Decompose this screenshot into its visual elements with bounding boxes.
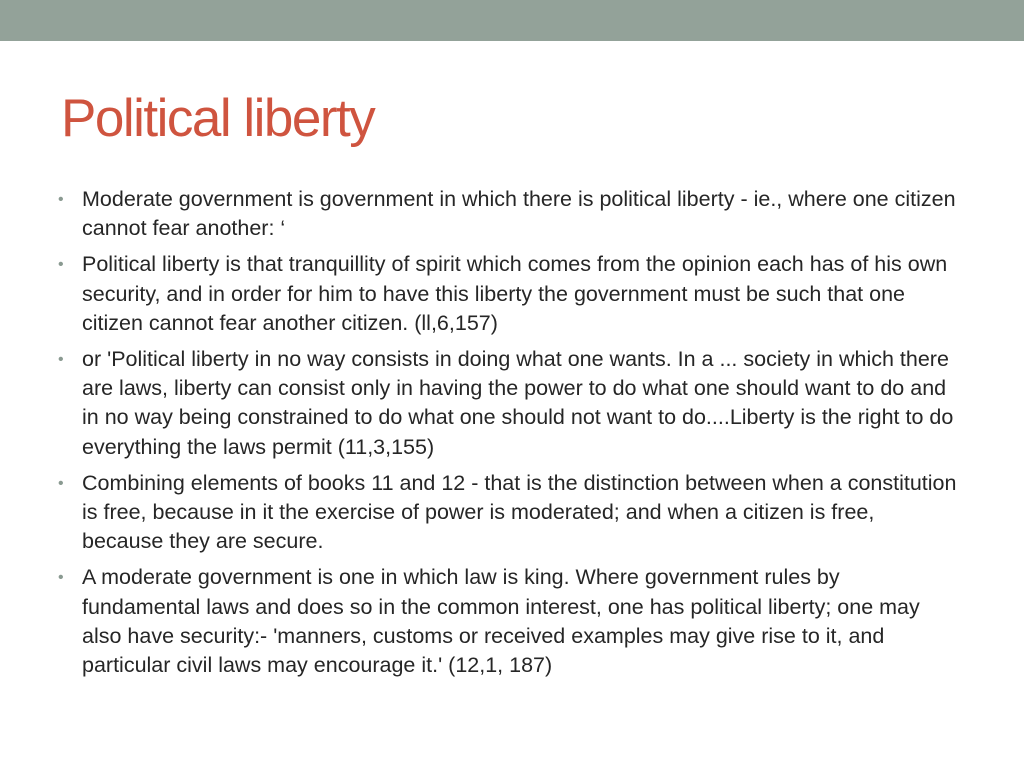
top-accent-band <box>0 0 1024 41</box>
bullet-item <box>58 345 958 462</box>
bullet-item <box>58 469 958 557</box>
bullet-list <box>58 185 958 687</box>
bullet-text: Political liberty is that tranquillity of spirit which comes from the opinion each has of his own security, and in order for him to have this liberty the government must be such that one citizen cannot fear another citizen. (ll,6,157) <box>82 252 948 335</box>
bullet-marker: • <box>58 256 64 274</box>
bullet-text: Combining elements of books 11 and 12 - that is the distinction between when a constitution is free, because in it the exercise of power is moderated; and when a citizen is free, because they are secure. <box>82 470 957 554</box>
bullet-marker: • <box>58 351 64 369</box>
bullet-text: Moderate government is government in which there is political liberty - ie., where one citizen cannot fear another: ‘ <box>82 187 956 241</box>
bullet-marker: • <box>58 569 64 587</box>
bullet-item <box>58 185 958 243</box>
bullet-item <box>58 563 958 680</box>
bullet-marker: • <box>58 474 64 492</box>
bullet-text: or 'Political liberty in no way consists in doing what one wants. In a ... society in which there are laws, liberty can consist only in having the power to do what one should want to do and in no way being constrained to do what one should not want to do....Liberty is the right to do everything the laws permit (11,3,155) <box>82 347 954 459</box>
slide-title: Political liberty <box>61 89 375 148</box>
bullet-item <box>58 250 958 338</box>
bullet-marker: • <box>58 191 64 208</box>
bullet-text: A moderate government is one in which law is king. Where government rules by fundamental laws and does so in the common interest, one has political liberty; one may also have security:- 'manners, customs or received examples may give rise to it, and particular civil laws may encourage it.' (12,1, 187) <box>82 565 920 678</box>
